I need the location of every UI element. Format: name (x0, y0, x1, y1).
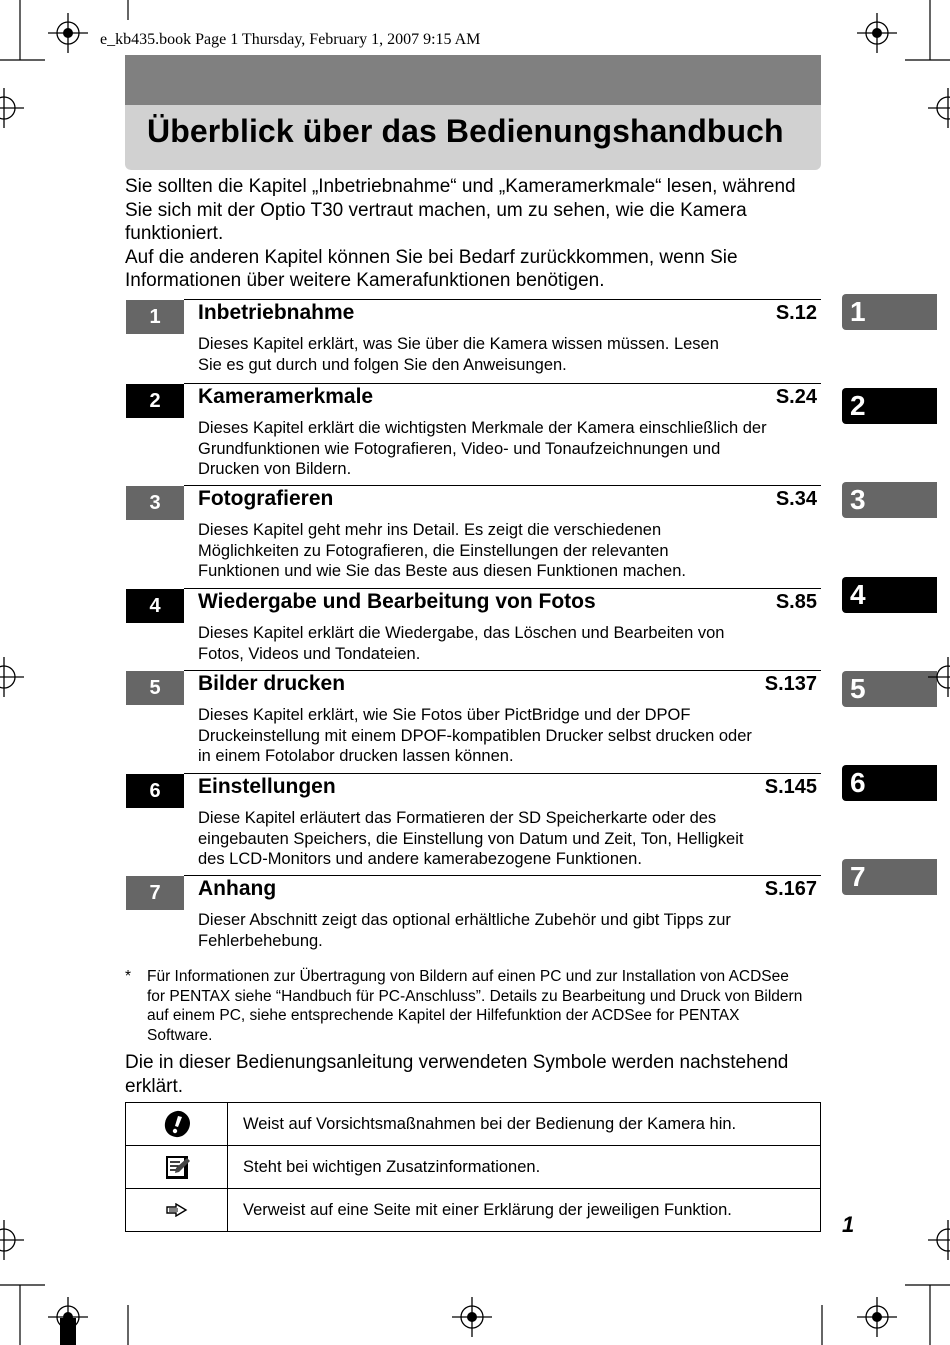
chapter-tab-4[interactable]: 4 (842, 577, 937, 613)
chapter-title[interactable]: Wiedergabe und Bearbeitung von Fotos (198, 590, 596, 613)
symbol-description: Steht bei wichtigen Zusatzinformationen. (228, 1146, 821, 1189)
chapter-title[interactable]: Inbetriebnahme (198, 301, 355, 324)
chapter-number-box: 7 (126, 876, 184, 910)
chapter-tab-1[interactable]: 1 (842, 294, 937, 330)
chapter-title[interactable]: Anhang (198, 877, 277, 900)
chapter-description: Diese Kapitel erläutert das Formatieren der SD Speicherkarte oder des eingebauten Speichers, die Einstellung von Datum und Zeit, Ton, Helligkeit des LCD-Monitors und andere kamerabezogene Funktionen. (198, 809, 744, 868)
chapter-page-ref[interactable]: S.85 (775, 591, 817, 613)
chapter-title[interactable]: Fotografieren (198, 487, 334, 510)
chapter-description: Dieses Kapitel geht mehr ins Detail. Es zeigt die verschiedenen Möglichkeiten zu Fotografieren, die Einstellungen der relevanten Funktionen und wie Sie das Beste aus diesen Funktionen machen. (198, 521, 686, 580)
chapter-page-ref[interactable]: S.167 (764, 878, 817, 900)
symbol-description: Weist auf Vorsichtsmaßnahmen bei der Bedienung der Kamera hin. (228, 1103, 821, 1146)
chapter-page-ref[interactable]: S.145 (764, 776, 817, 798)
chapter-description: Dieses Kapitel erklärt, wie Sie Fotos über PictBridge und der DPOF Druckeinstellung mit einem DPOF-kompatiblen Drucker selbst drucken oder in einem Fotolabor drucken lassen können. (198, 706, 752, 765)
chapter-number-box: 2 (126, 384, 184, 418)
chapter-number-box: 4 (126, 589, 184, 623)
page-number: 1 (842, 1212, 855, 1237)
chapter-tab-6[interactable]: 6 (842, 765, 937, 801)
chapter-description: Dieser Abschnitt zeigt das optional erhältliche Zubehör und gibt Tipps zur Fehlerbehebung. (198, 911, 731, 950)
symbol-description: Verweist auf eine Seite mit einer Erklärung der jeweiligen Funktion. (228, 1189, 821, 1232)
print-header: e_kb435.book Page 1 Thursday, February 1, 2007 9:15 AM (100, 31, 481, 48)
chapter-title[interactable]: Bilder drucken (198, 672, 346, 695)
intro-paragraph: Sie sollten die Kapitel „Inbetriebnahme“ und „Kameramerkmale“ lesen, während Sie sich mit der Optio T30 vertraut machen, um zu sehen, wie die Kamera funktioniert. (125, 176, 796, 244)
page-title: Überblick über das Bedienungshandbuch (147, 113, 784, 149)
chapter-number-box: 3 (126, 486, 184, 520)
chapter-tab-3[interactable]: 3 (842, 482, 937, 518)
chapter-number-box: 1 (126, 300, 184, 334)
chapter-page-ref[interactable]: S.12 (775, 302, 817, 324)
chapter-number-box: 5 (126, 671, 184, 705)
chapter-description: Dieses Kapitel erklärt die wichtigsten Merkmale der Kamera einschließlich der Grundfunktionen wie Fotografieren, Video- und Tonaufzeichnungen und Drucken von Bildern. (198, 419, 767, 478)
intro-paragraph: Auf die anderen Kapitel können Sie bei Bedarf zurückkommen, wenn Sie Informationen über weitere Kamerafunktionen benötigen. (125, 246, 738, 291)
footnote-marker: * (125, 968, 132, 985)
chapter-tab-5[interactable]: 5 (842, 671, 937, 707)
chapter-description: Dieses Kapitel erklärt die Wiedergabe, das Löschen und Bearbeiten von Fotos, Videos und Tondateien. (198, 624, 725, 663)
chapter-page-ref[interactable]: S.24 (775, 386, 817, 408)
chapter-title[interactable]: Einstellungen (198, 775, 336, 798)
chapter-page-ref[interactable]: S.137 (764, 673, 817, 695)
chapter-description: Dieses Kapitel erklärt, was Sie über die Kamera wissen müssen. Lesen Sie es gut durch und folgen Sie den Anweisungen. (198, 335, 719, 374)
symbols-heading: Die in dieser Bedienungsanleitung verwendeten Symbole werden nachstehend erklärt. (125, 1052, 789, 1097)
chapter-tab-7[interactable]: 7 (842, 859, 937, 895)
chapter-tab-2[interactable]: 2 (842, 388, 937, 424)
chapter-title[interactable]: Kameramerkmale (198, 385, 374, 408)
chapter-number-box: 6 (126, 774, 184, 808)
chapter-page-ref[interactable]: S.34 (775, 488, 817, 510)
footnote-text: Für Informationen zur Übertragung von Bildern auf einen PC und zur Installation von ACDSee for PENTAX siehe “Handbuch für PC-Anschluss”. Details zu Bearbeitung und Druck von Bildern auf einem PC, siehe entsprechende Kapitel der Hilfefunktion der ACDSee for PENTAX Software. (147, 968, 803, 1044)
